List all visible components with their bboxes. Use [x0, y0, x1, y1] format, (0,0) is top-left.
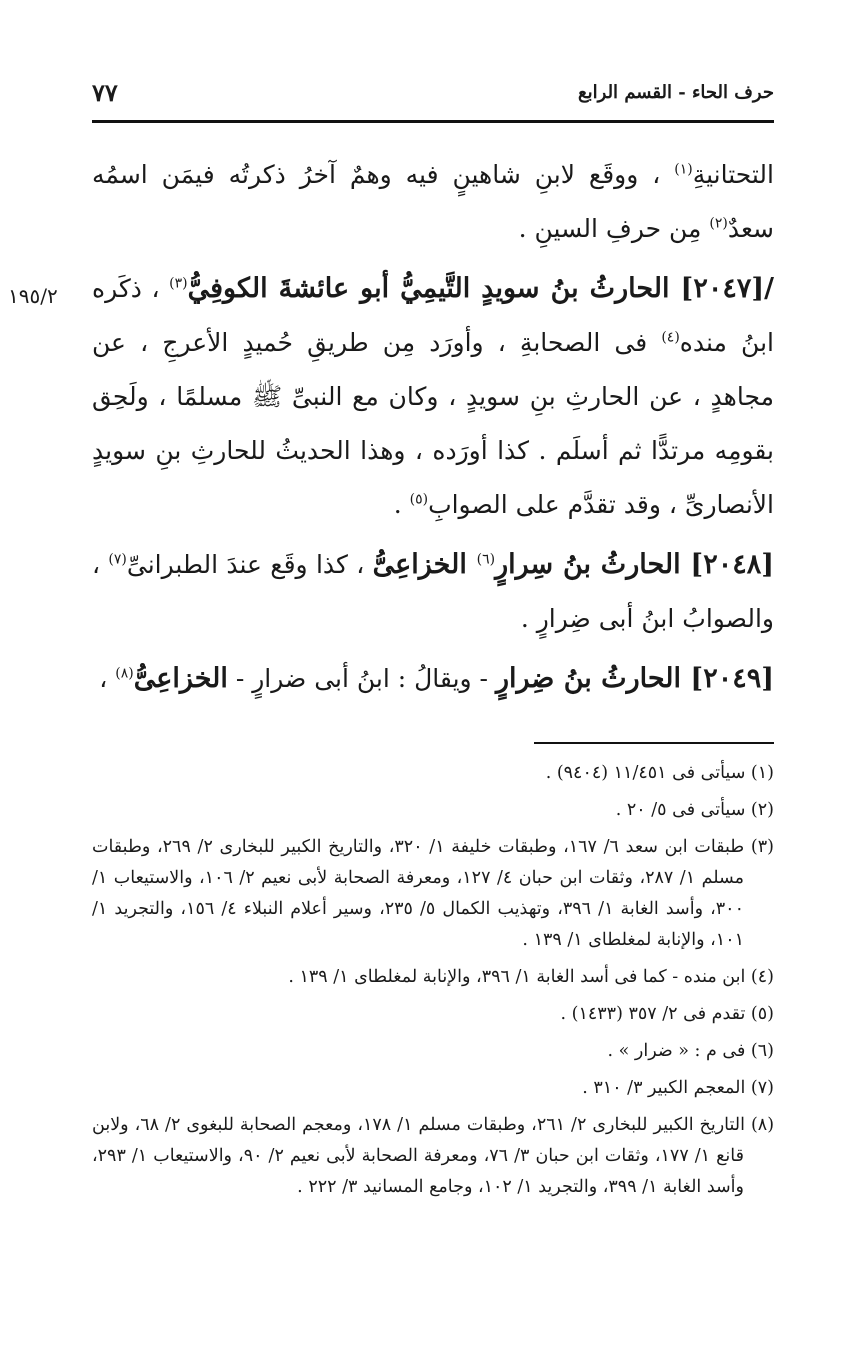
entry-2048-heading: [٢٠٤٨] الحارثُ بنُ سِرارٍ [495, 549, 774, 580]
entry-2047-text-c: فى الصحابةِ ، وأورَد مِن طريقِ حُميدٍ الأعرجِ ، عن مجاهدٍ ، عن الحارثِ بنِ سويدٍ ، وكان مع النبىِّ ﷺ مسلمًا ، ولَحِق بقومِه مرتدًّا ثم أسلَم . كذا أورَده ، وهذا الحديثُ للحارثِ بنِ سويدٍ الأنصارىِّ ، وقد تقدَّم على الصوابِ [92, 328, 774, 519]
entry-2049-text-c: ، [99, 664, 116, 693]
entry-2048 [92, 538, 774, 646]
footnote-ref-8: (٨) [115, 665, 134, 682]
footnote-ref-6: (٦) [476, 551, 496, 568]
footnote-ref-4: (٤) [661, 329, 680, 346]
footnote-4: (٤) ابن منده - كما فى أسد الغابة ١/ ٣٩٦، والإنابة لمغلطاى ١/ ١٣٩ . [288, 967, 774, 987]
entry-2047-text-d: . [393, 490, 410, 519]
page-number: ٧٧ [92, 78, 118, 107]
footnote-1: (١) سيأتى فى ١١/٤٥١ (٩٤٠٤) . [545, 763, 774, 783]
footnote-6: (٦) فى م : « ضرار » . [607, 1041, 774, 1061]
footnotes [92, 758, 774, 1209]
footnote-separator [534, 742, 774, 744]
p1-text-b: ، ووقَع لابنِ شاهينٍ فيه وهمٌ آخرُ ذكرتُه فيمَن اسمُه سعدٌ [92, 160, 774, 243]
entry-2049-heading-b: الخزاعِىُّ [133, 663, 228, 694]
entry-2049-text-b: - ويقالُ : ابنُ أبى ضرارٍ - [227, 664, 496, 693]
footnote-8: (٨) التاريخ الكبير للبخارى ٢/ ٢٦١، وطبقات مسلم ١/ ١٧٨، ومعجم الصحابة للبغوى ٢/ ٦٨، ولابن قانع ١/ ١٧٧، وثقات ابن حبان ٣/ ٧٦، ومعرفة الصحابة لأبى نعيم ٢/ ٩٠، والاستيعاب ١/ ٢٩٣، وأسد الغابة ١/ ٣٩٩، والتجريد ١/ ١٠٢، وجامع المسانيد ٣/ ٢٢٢ . [92, 1115, 775, 1197]
footnote-2: (٢) سيأتى فى ٥/ ٢٠ . [615, 800, 774, 820]
footnote-ref-3: (٣) [169, 275, 188, 292]
footnote-ref-1: (١) [674, 161, 693, 178]
footnote-ref-5: (٥) [409, 491, 429, 508]
margin-reference: ١٩٥/٢ [8, 284, 58, 308]
main-text [92, 148, 774, 712]
footnote-5: (٥) تقدم فى ٢/ ٣٥٧ (١٤٣٣) . [560, 1004, 774, 1024]
p1-text-a: التحتانيةِ [692, 160, 774, 189]
footnote-ref-7: (٧) [108, 551, 127, 568]
entry-2049-heading: [٢٠٤٩] الحارثُ بنُ ضِرارٍ [495, 663, 774, 694]
entry-2047-slash: / [764, 273, 775, 304]
footnote-7: (٧) المعجم الكبير ٣/ ٣١٠ . [582, 1078, 774, 1098]
footnote-ref-2: (٢) [709, 215, 728, 232]
footnote-3: (٣) طبقات ابن سعد ٦/ ١٦٧، وطبقات خليفة ١/ ٣٢٠، والتاريخ الكبير للبخارى ٢/ ٢٦٩، وطبقات مسلم ١/ ٢٨٧، وثقات ابن حبان ٤/ ١٢٧، ومعرفة الصحابة لأبى نعيم ٢/ ١٠٦، والاستيعاب ١/ ٣٠٠، وأسد الغابة ١/ ٣٩٦، وتهذيب الكمال ٥/ ٢٣٥، وسير أعلام النبلاء ٤/ ١٥٦، والتجريد ١/ ١٠١، والإنابة لمغلطاى ١/ ١٣٩ . [92, 837, 774, 950]
header-rule [92, 120, 774, 123]
entry-2047-heading: [٢٠٤٧] الحارثُ بنُ سويدٍ التَّيمِيُّ أبو عائشةَ الكوفِيُّ [187, 273, 765, 304]
entry-2048-heading-b: الخزاعِىُّ [372, 549, 477, 580]
p1-text-c: مِن حرفِ السينِ . [518, 214, 710, 243]
entry-2048-text-c: ، والصوابُ ابنُ أبى ضِرارٍ . [92, 550, 774, 633]
entry-2047 [92, 262, 774, 532]
entry-2048-text-b: ، كذا وقَع عندَ الطبرانىِّ [126, 550, 373, 579]
paragraph-1 [92, 148, 774, 256]
page-header [92, 72, 774, 116]
running-head: حرف الحاء - القسم الرابع [578, 82, 774, 103]
entry-2049 [92, 652, 774, 706]
entry-2047-text-b: ، ذكَره ابنُ منده [92, 274, 774, 357]
